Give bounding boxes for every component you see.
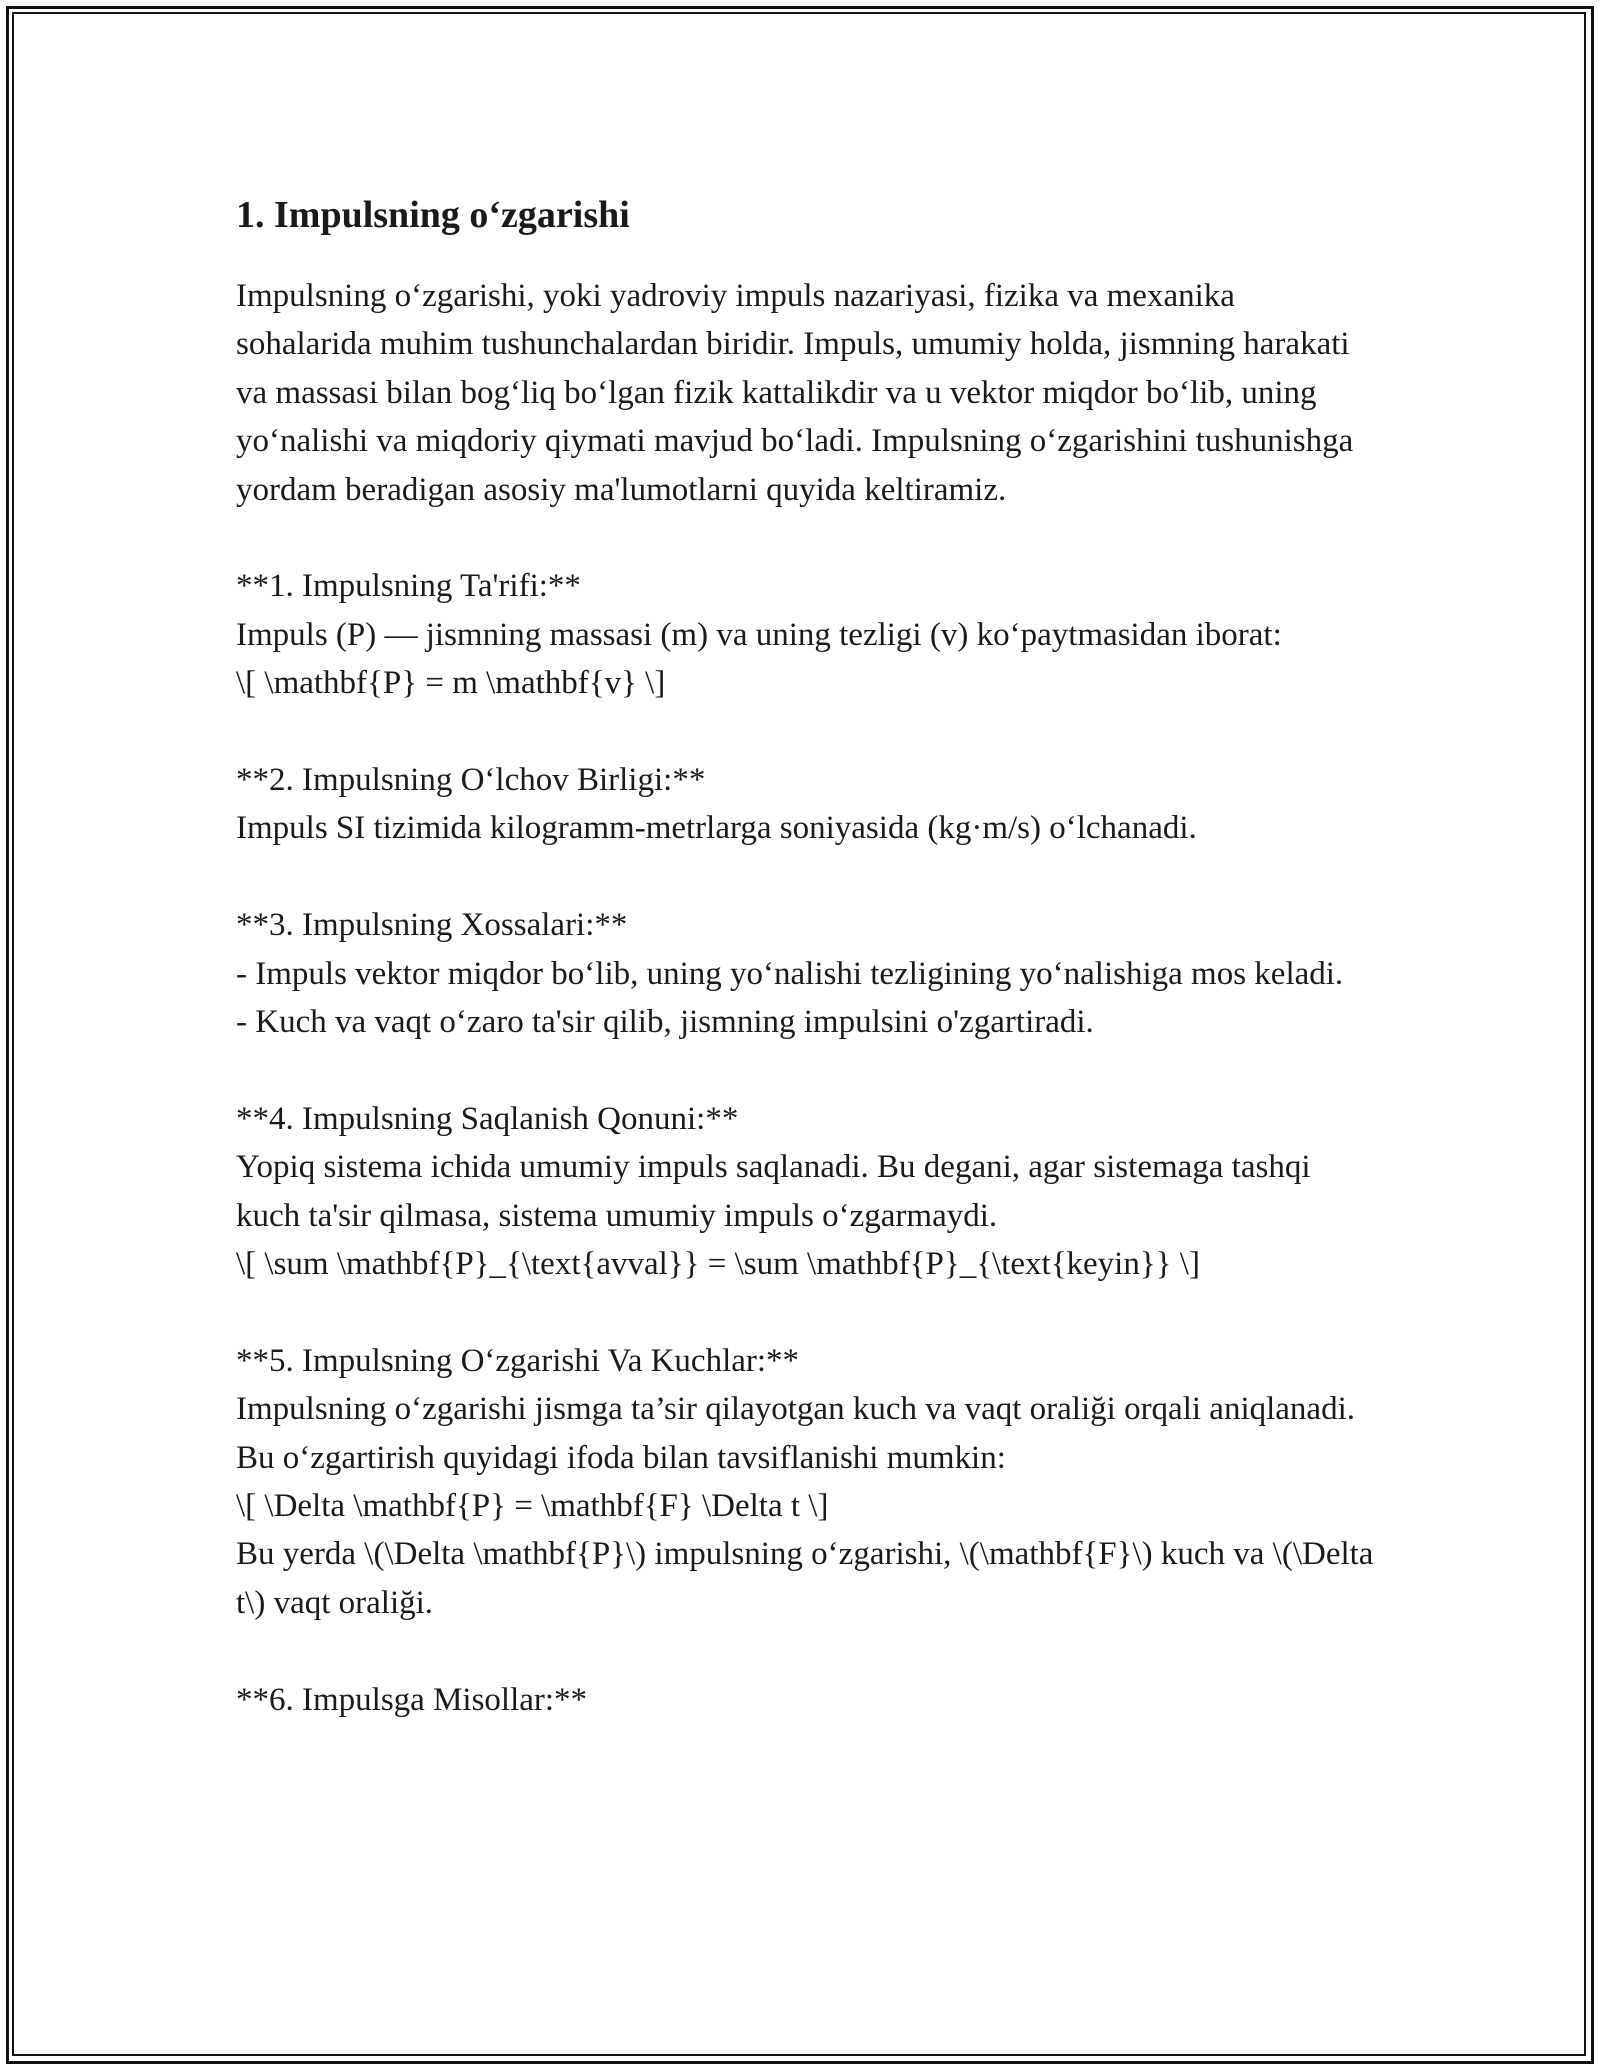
section-1-text: Impuls (P) — jismning massasi (m) va uning tezligi (v) ko‘paytmasidan iborat:	[236, 616, 1282, 653]
section-1-formula: \[ \mathbf{P} = m \mathbf{v} \]	[236, 665, 666, 702]
section-5-explain: Bu yerda \(\Delta \mathbf{P}\) impulsning o‘zgarishi, \(\mathbf{F}\) kuch va \(\Delta t\) vaqt oraliği.	[236, 1536, 1374, 1621]
section-3-item-2: - Kuch va vaqt o‘zaro ta'sir qilib, jismning impulsini o'zgartiradi.	[236, 1004, 1094, 1041]
section-2-text: Impuls SI tizimida kilogramm-metrlarga soniyasida (kg·m/s) o‘lchanadi.	[236, 810, 1197, 847]
document-body	[236, 186, 1376, 1724]
intro-paragraph: Impulsning o‘zgarishi, yoki yadroviy impuls nazariyasi, fizika va mexanika sohalarida muhim tushunchalardan biridir. Impuls, umumiy holda, jismning harakati va massasi bilan bog‘liq bo‘lgan fizik kattalikdir va u vektor miqdor bo‘lib, uning yo‘nalishi va miqdoriy qiymati mavjud bo‘ladi. Impulsning o‘zgarishini tushunishga yordam beradigan asosiy ma'lumotlarni quyida keltiramiz.	[236, 278, 1354, 508]
section-5-formula: \[ \Delta \mathbf{P} = \mathbf{F} \Delta t \]	[236, 1488, 829, 1525]
section-3-heading: **3. Impulsning Xossalari:**	[236, 907, 628, 944]
section-3-item-1: - Impuls vektor miqdor bo‘lib, uning yo‘nalishi tezligining yo‘nalishiga mos keladi.	[236, 955, 1344, 992]
section-4-formula: \[ \sum \mathbf{P}_{\text{avval}} = \sum \mathbf{P}_{\text{keyin}} \]	[236, 1246, 1200, 1283]
section-6-heading: **6. Impulsga Misollar:**	[236, 1681, 588, 1718]
section-4-heading: **4. Impulsning Saqlanish Qonuni:**	[236, 1100, 739, 1137]
section-4-text: Yopiq sistema ichida umumiy impuls saqlanadi. Bu degani, agar sistemaga tashqi kuch ta'sir qilmasa, sistema umumiy impuls o‘zgarmaydi.	[236, 1149, 1311, 1234]
section-2-heading: **2. Impulsning O‘lchov Birligi:**	[236, 762, 706, 799]
section-5-heading: **5. Impulsning O‘zgarishi Va Kuchlar:**	[236, 1342, 800, 1379]
section-5-text: Impulsning o‘zgarishi jismga ta’sir qilayotgan kuch va vaqt oraliği orqali aniqlanadi. Bu o‘zgartirish quyidagi ifoda bilan tavsiflanishi mumkin:	[236, 1391, 1355, 1476]
document-title: 1. Impulsning o‘zgarishi	[236, 194, 630, 236]
section-1-heading: **1. Impulsning Ta'rifi:**	[236, 568, 581, 605]
